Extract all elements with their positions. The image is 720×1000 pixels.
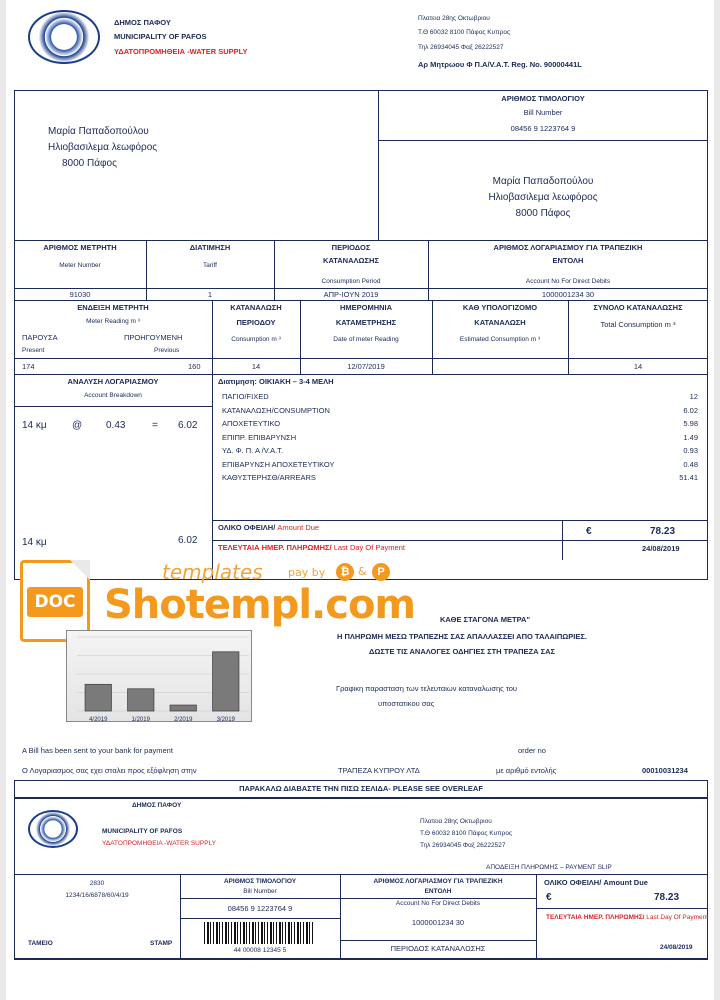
doc-label-badge (27, 587, 83, 617)
cashier-label: ΤΑΜΕΙΟ (28, 940, 53, 947)
tariff-value: 1 (207, 290, 213, 299)
previous-value: 160 (188, 362, 201, 371)
meter-number-label-en: Meter Number (59, 262, 101, 269)
municipality-name-gr: ΔΗΜΟΣ ΠΑΦΟΥ (114, 18, 171, 27)
breakdown-item-label: ΕΠΙΠΡ. ΕΠΙΒΑΡΥΝΣΗ (222, 432, 297, 442)
reading-date-label-1: ΗΜΕΡΟΜΗΝΙΑ (339, 303, 393, 312)
breakdown-title-en: Account Breakdown (84, 392, 142, 399)
slip-last-day-value: 24/08/2019 (660, 944, 693, 951)
chart-bar (213, 652, 239, 711)
breakdown-item-label: ΥΔ. Φ. Π. Α /V.A.T. (222, 446, 284, 455)
doc-label: DOC (34, 592, 76, 612)
breakdown-item-value: 12 (689, 392, 698, 401)
slip-bill-label-en: Bill Number (243, 888, 277, 895)
water-supply-label: ΥΔΑΤΟΠΡΟΜΗΘΕΙΑ -WATER SUPPLY (114, 47, 248, 56)
chart-tick-label: 3/2019 (216, 717, 235, 723)
payment-slip-label: ΑΠΟΔΕΙΞΗ ΠΛΗΡΩΜΗΣ – PAYMENT SLIP (486, 864, 612, 871)
account-label-2: ΕΝΤΟΛΗ (552, 256, 584, 265)
breakdown-item-value: 6.02 (683, 405, 698, 415)
total-consumption-value: 14 (633, 362, 643, 371)
meter-reading-label: ΕΝΔΕΙΞΗ ΜΕΤΡΗΤΗ (77, 303, 149, 312)
slip-last-day-label-en: Last Day Of Payment (646, 914, 709, 921)
estimated-label-en: Estimated Consumption m ³ (459, 336, 541, 343)
customer-city: 8000 Πάφος (62, 158, 117, 169)
slip-amount-value: 78.23 (654, 892, 680, 903)
slip-period-label: ΠΕΡΙΟΔΟΣ ΚΑΤΑΝΑΛΩΣΗΣ (390, 944, 486, 953)
breakdown-item-value: 0.48 (683, 459, 698, 469)
period-consumption-label-en: Consumption m ³ (231, 336, 281, 343)
customer-street-right: Ηλιοβασιλεμα λεωφόρος (488, 192, 598, 203)
period-label-1: ΠΕΡΙΟΔΟΣ (331, 243, 371, 252)
meter-number-label: ΑΡΙΘΜΟΣ ΜΕΤΡΗΤΗ (43, 243, 117, 252)
tariff-label: ΔΙΑΤΙΜΗΣΗ (189, 243, 231, 252)
last-day-label (218, 543, 405, 552)
previous-label: ΠΡΟΗΓΟΥΜΕΝΗ (124, 333, 183, 342)
period-consumption-value: 14 (251, 362, 261, 371)
estimated-label-2: ΚΑΤΑΝΑΛΩΣΗ (474, 318, 526, 327)
chart-tick-label: 2/2019 (174, 717, 193, 723)
municipality-name-en: MUNICIPALITY OF PAFOS (114, 32, 207, 41)
slip-last-day-label (546, 914, 708, 921)
slip-account-label-1: ΑΡΙΘΜΟΣ ΛΟΓΑΡΙΑΣΜΟΥ ΓΙΑ ΤΡΑΠΕΖΙΚΗ (373, 878, 503, 885)
bill-sent-text: A Bill has been sent to your bank for payment (22, 746, 173, 755)
amount-due-label-gr: ΟΛΙΚΟ ΟΦΕΙΛΗ/ (218, 523, 276, 532)
breakdown-title: ΑΝΑΛΥΣΗ ΛΟΓΑΡΙΑΣΜΟΥ (67, 377, 159, 386)
customer-name: Μαρία Παπαδοπούλου (48, 126, 149, 137)
paypal-icon: P (372, 563, 390, 581)
period-label-2: ΚΑΤΑΝΑΛΩΣΗΣ (323, 256, 379, 265)
calc-total: 6.02 (178, 420, 198, 431)
breakdown-item-label: ΠΑΓΙΟ/FIXED (222, 392, 269, 401)
meter-reading-label-en: Meter Reading m ³ (86, 318, 140, 325)
slip-code-2: 1234/16/6878/60/4/19 (65, 892, 129, 899)
last-day-label-gr: ΤΕΛΕΥΤΑΙΑ ΗΜΕΡ. ΠΛΗΡΩΜΗΣ/ (218, 543, 332, 552)
address-line-2: Τ.Θ 60032 8100 Πάφος Κυπρος (418, 29, 511, 36)
chart-tick-label: 4/2019 (89, 717, 108, 723)
bill-number-label-en: Bill Number (523, 108, 563, 117)
message-line-2: Η ΠΛΗΡΩΜΗ ΜΕΣΩ ΤΡΑΠΕΖΗΣ ΣΑΣ ΑΠΑΛΛΑΣΣΕΙ ΑΠΟ ΤΑΛΑΙΠΩΡΙΕΣ. (337, 632, 587, 641)
calc-at: @ (72, 420, 83, 431)
bill-number-label-gr: ΑΡΙΘΜΟΣ ΤΙΜΟΛΟΓΙΟΥ (501, 94, 585, 103)
breakdown-item-label: ΚΑΤΑΝΑΛΩΣΗ/CONSUMPTION (222, 405, 330, 415)
customer-name-right: Μαρία Παπαδοπούλου (492, 176, 594, 187)
previous-label-en: Previous (154, 347, 180, 354)
breakdown-item-value: 5.98 (683, 419, 698, 428)
slip-amount-label: ΟΛΙΚΟ ΟΦΕΙΛΗ/ Amount Due (544, 878, 648, 887)
slip-code-1: 2830 (89, 880, 105, 887)
order-number: 00010031234 (642, 766, 688, 775)
tariff-label-en: Tariff (203, 262, 217, 269)
graph-caption-1: Γραφικη παρασταση των τελευταιων καταναλωσης του (336, 684, 517, 693)
slip-bill-label: ΑΡΙΘΜΟΣ ΤΙΜΟΛΟΓΙΟΥ (223, 878, 297, 885)
last-day-value: 24/08/2019 (642, 544, 680, 553)
present-value: 174 (22, 362, 35, 371)
watermark-pay-by: pay by (288, 566, 326, 579)
breakdown-item-label: ΚΑΘΥΣΤΕΡΗΣΘ/ARREARS (222, 473, 316, 482)
account-value: 1000001234 30 (541, 290, 595, 299)
period-consumption-label-1: ΚΑΤΑΝΑΛΩΣΗ (230, 303, 282, 312)
total-consumption-label: ΣΥΝΟΛΟ ΚΑΤΑΝΑΛΩΣΗΣ (593, 303, 683, 312)
slip-last-day-label-gr: ΤΕΛΕΥΤΑΙΑ ΗΜΕΡ. ΠΛΗΡΩΜΗΣ/ (546, 914, 645, 921)
overleaf-text: ΠΑΡΑΚΑΛΩ ΔΙΑΒΑΣΤΕ ΤΗΝ ΠΙΣΩ ΣΕΛΙΔΑ- PLEASE SEE OVERLEAF (239, 784, 483, 793)
slip-account-label-en: Account No For Direct Debits (395, 900, 481, 907)
present-label: ΠΑΡΟΥΣΑ (22, 333, 58, 342)
breakdown-item-value: 51.41 (679, 473, 698, 482)
reading-date-label-2: ΚΑΤΑΜΕΤΡΗΣΗΣ (335, 318, 397, 327)
present-label-en: Present (22, 347, 45, 354)
message-line-3: ΔΩΣΤΕ ΤΙΣ ΑΝΑΛΟΓΕΣ ΟΔΗΓΙΕΣ ΣΤΗ ΤΡΑΠΕΖΑ ΣΑΣ (368, 647, 556, 656)
slip-municipality-en: MUNICIPALITY OF PAFOS (102, 828, 183, 835)
last-day-label-en: Last Day Of Payment (333, 543, 405, 552)
slip-account-label-2: ΕΝΤΟΛΗ (424, 888, 452, 895)
address-line-1: Πλατεια 28ης Οκτωβριου (418, 15, 490, 22)
amount-due-label (218, 523, 319, 532)
watermark-brand (104, 582, 415, 628)
slip-municipality-gr: ΔΗΜΟΣ ΠΑΦΟΥ (132, 802, 182, 809)
amount-due-label-en: Amount Due (277, 523, 320, 532)
slip-municipality-logo (28, 810, 78, 848)
municipality-logo (28, 10, 100, 64)
stamp-label: STAMP (150, 940, 173, 947)
reading-date-value: 12/07/2019 (347, 362, 385, 371)
currency-symbol: € (586, 526, 592, 537)
customer-city-right: 8000 Πάφος (515, 208, 571, 219)
watermark-amp: & (358, 565, 367, 578)
breakdown-item-value: 1.49 (683, 432, 698, 442)
watermark-brand-text: Shotempl.com (104, 582, 416, 628)
bill-number-value: 08456 9 1223764 9 (510, 124, 576, 133)
amount-due-value: 78.23 (650, 526, 676, 537)
bill-main-frame (14, 90, 708, 580)
estimated-label-1: ΚΑΘ ΥΠΟΛΟΓΙΖΟΜΟ (462, 303, 538, 312)
period-label-en: Consumption Period (321, 278, 381, 285)
total-consumption-label-en: Total Consumption m ³ (600, 320, 676, 329)
message-line-1: ΚΑΘΕ ΣΤΑΓΟΝΑ ΜΕΤΡΑ" (440, 615, 530, 624)
calc-rate: 0.43 (106, 420, 126, 431)
barcode (204, 922, 314, 944)
chart-svg (67, 631, 253, 723)
account-sent-text: Ο Λογαριασμος σας εχει σταλει προς εξόφληση στην (22, 766, 197, 775)
chart-bar (85, 684, 111, 711)
period-consumption-label-2: ΠΕΡΙΟΔΟΥ (236, 318, 276, 327)
breakdown-item-label: ΕΠΙΒΑΡΥΝΣΗ ΑΠΟΧΕΤΕΥΤΙΚΟΥ (222, 459, 335, 469)
slip-bill-number: 08456 9 1223764 9 (227, 904, 293, 913)
barcode-number: 44 00008 12345 5 (233, 947, 287, 954)
bank-name: ΤΡΑΠΕΖΑ ΚΥΠΡΟΥ ΛΤΔ (338, 766, 420, 775)
order-no-label: order no (518, 746, 546, 755)
address-line-3: Τηλ 26934045 Φαξ 26222527 (418, 44, 504, 51)
period-value: ΑΠΡ-ΙΟΥΝ 2019 (323, 290, 379, 299)
bottom-total: 6.02 (178, 535, 198, 546)
slip-account-value: 1000001234 30 (411, 918, 465, 927)
watermark-templates: templates (162, 560, 263, 584)
slip-water-supply: ΥΔΑΤΟΠΡΟΜΗΘΕΙΑ -WATER SUPPLY (102, 840, 217, 847)
bitcoin-icon: ₿ (336, 563, 354, 581)
customer-street: Ηλιοβασιλεμα λεωφόρος (48, 142, 158, 153)
reading-date-label-en: Date of meter Reading (333, 336, 399, 343)
consumption-chart (66, 630, 252, 722)
meter-number-value: 91030 (69, 290, 91, 299)
chart-bar (128, 689, 154, 711)
breakdown-item-value: 0.93 (683, 446, 698, 455)
slip-address-2: Τ.Θ 60032 8100 Πάφος Κυπρος (420, 830, 513, 837)
bottom-quantity: 14 κμ (22, 537, 47, 548)
overleaf-banner (14, 780, 708, 798)
tariff-line: Διατιμηση: ΟΙΚΙΑΚΗ – 3-4 ΜΕΛΗ (218, 377, 334, 386)
graph-caption-2: υποστατικου σας (378, 699, 435, 708)
slip-currency: € (546, 892, 552, 903)
account-label-en: Account No For Direct Debits (525, 278, 611, 285)
calc-equals: = (152, 420, 158, 431)
order-label-gr: με αριθμό εντολής (496, 766, 557, 775)
slip-address-1: Πλατεια 28ης Οκτωβριου (420, 818, 492, 825)
vat-reg-number: Αρ Μητρωου Φ Π.Α/V.A.T. Reg. No. 90000441L (418, 60, 582, 69)
breakdown-item-label: ΑΠΟΧΕΤΕΥΤΙΚΟ (222, 419, 281, 428)
chart-tick-label: 1/2019 (131, 717, 150, 723)
bill-sheet (6, 0, 714, 1000)
account-label-1: ΑΡΙΘΜΟΣ ΛΟΓΑΡΙΑΣΜΟΥ ΓΙΑ ΤΡΑΠΕΖΙΚΗ (493, 243, 643, 252)
chart-bar (170, 705, 196, 711)
calc-quantity: 14 κμ (22, 420, 47, 431)
slip-address-3: Τηλ 26934045 Φαξ 26222527 (420, 842, 506, 849)
